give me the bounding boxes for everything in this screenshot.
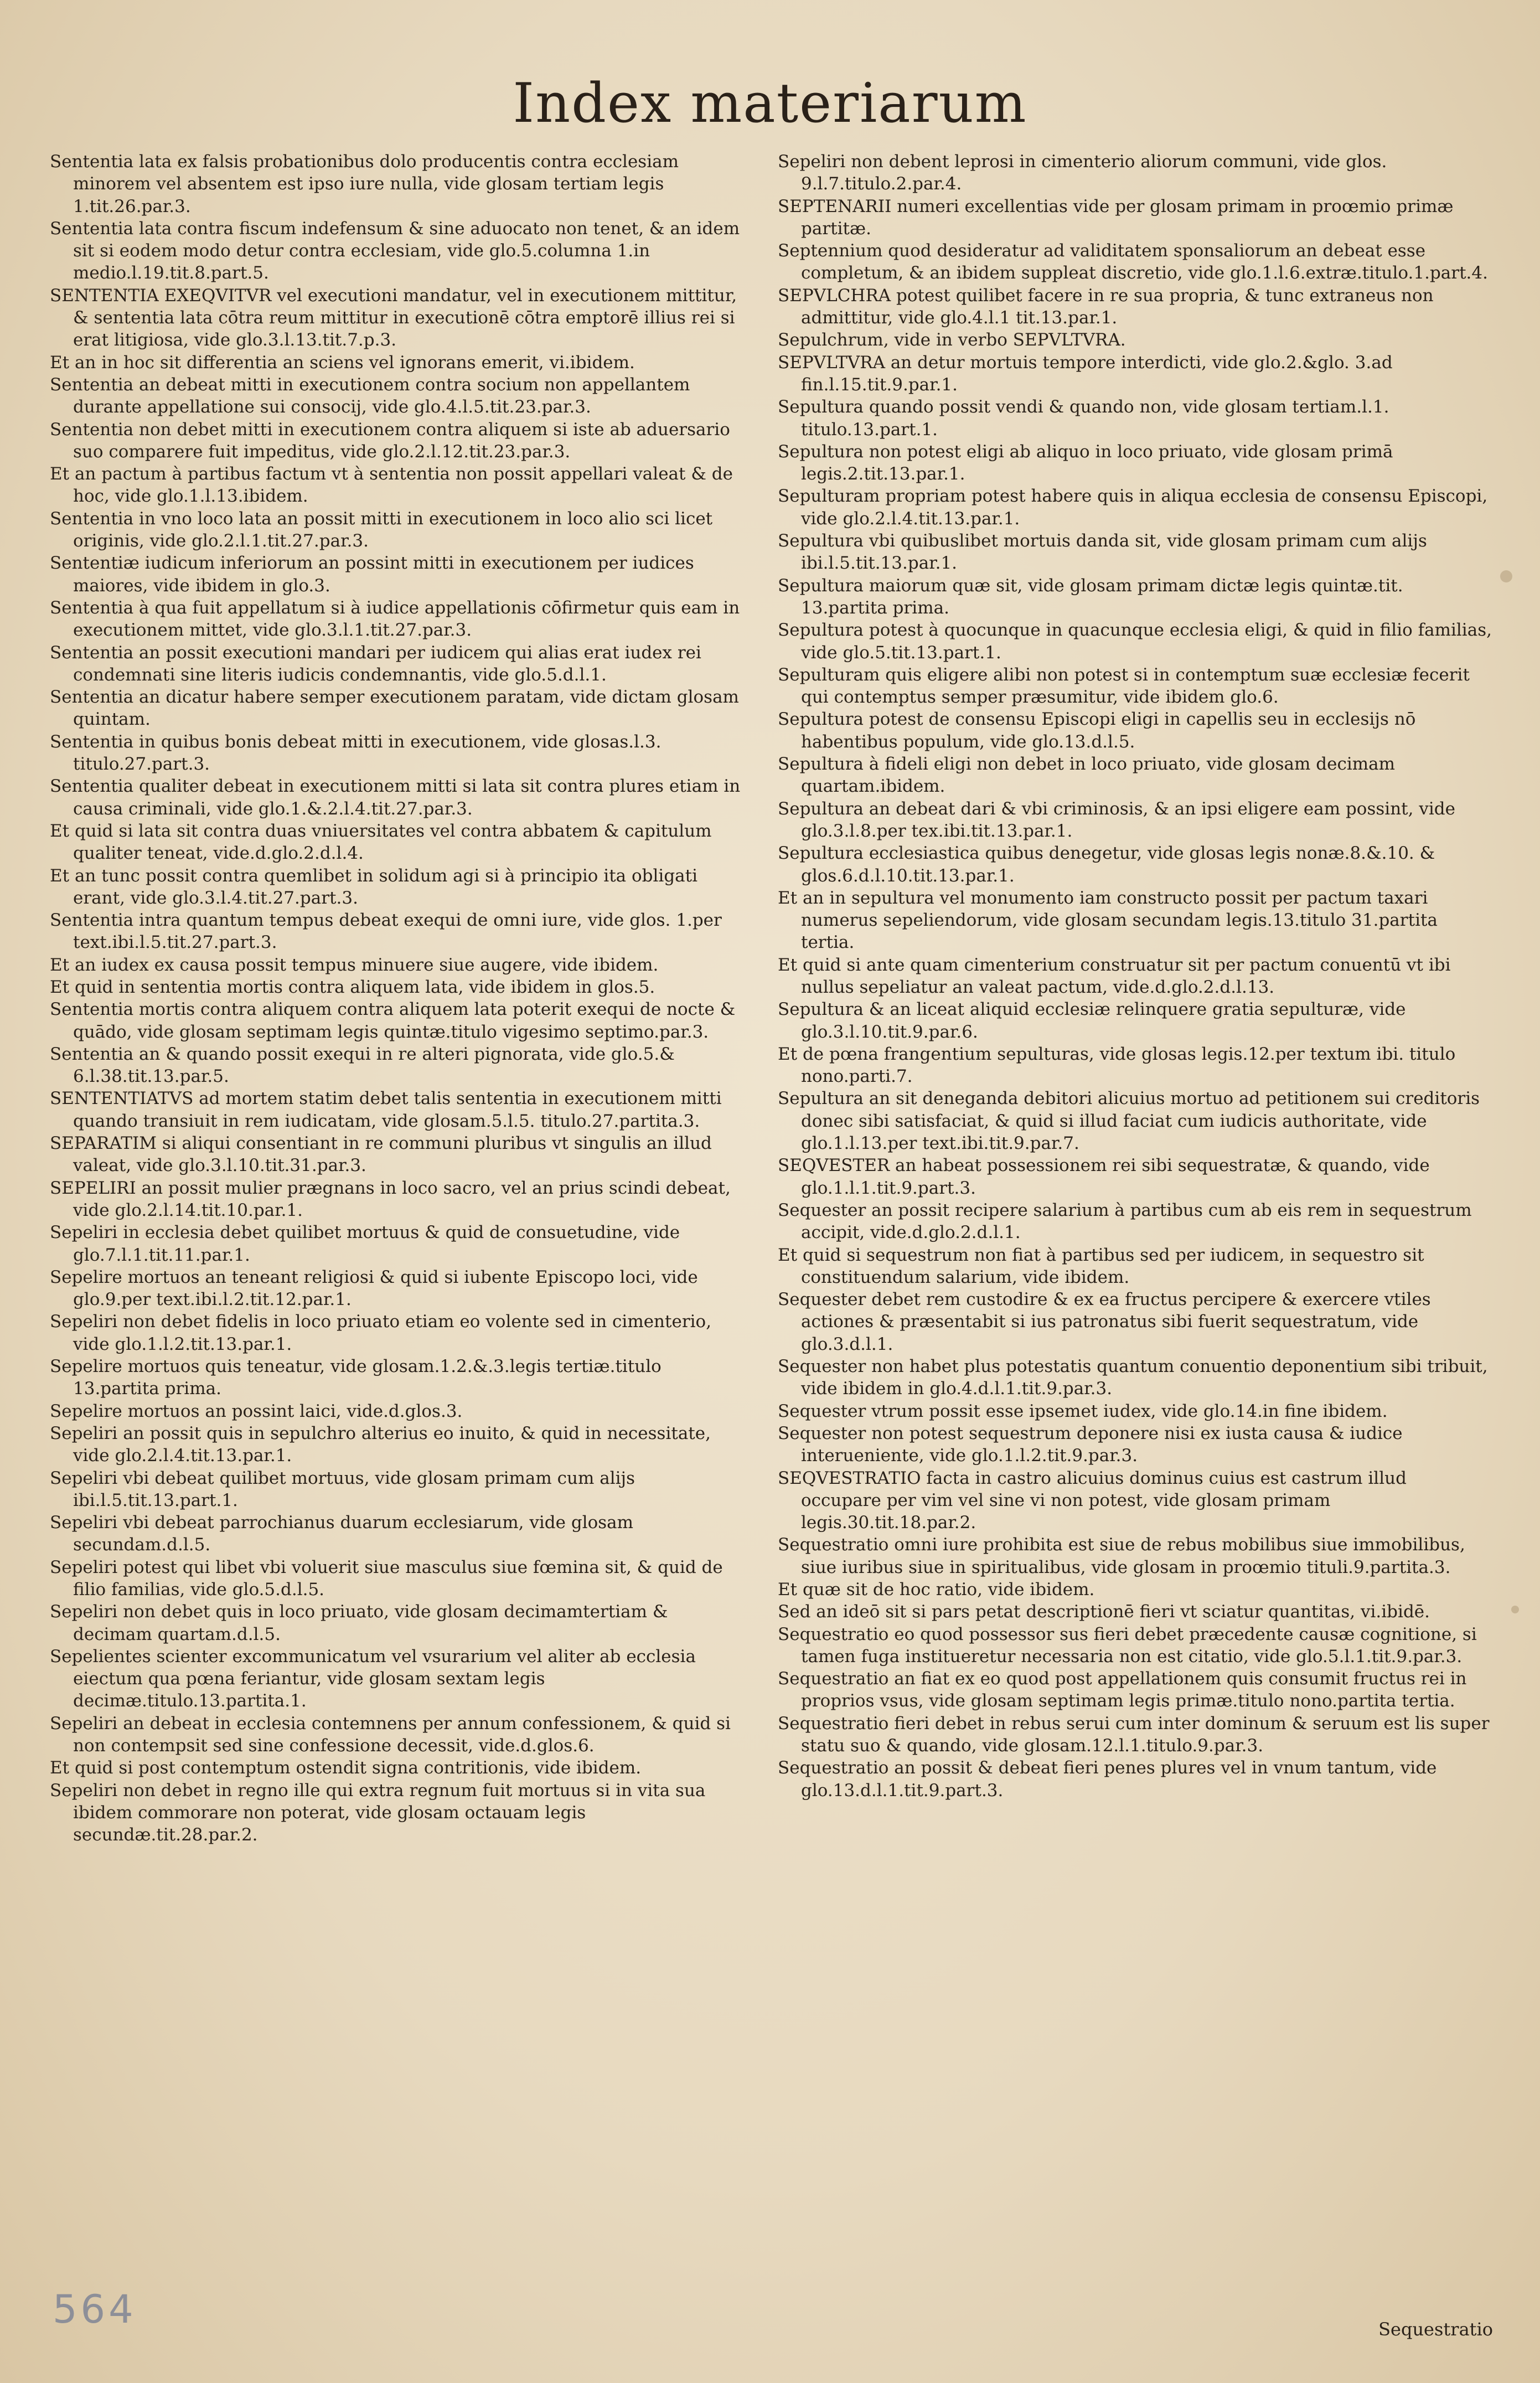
- index-entry: Sepulchrum, vide in verbo SEPVLTVRA.: [778, 330, 1126, 350]
- index-entry: Sepultura maiorum quæ sit, vide glosam primam dictæ legis quintæ.tit. 13.partita prima.: [778, 575, 1403, 618]
- index-entry: SEPTENARII numeri excellentias vide per glosam primam in proœmio primæ partitæ.: [778, 196, 1454, 239]
- ink-dot-stain: [1511, 1606, 1519, 1613]
- index-entry: Sententia an & quando possit exequi in re alteri pignorata, vide glo.5.& 6.l.38.tit.13.par.5.: [50, 1044, 675, 1087]
- index-entry: Sententia à qua fuit appellatum si à iudice appellationis cōfirmetur quis eam in executionem mittet, vide glo.3.l.1.tit.27.par.3.: [50, 597, 740, 641]
- index-entry: Et quid in sententia mortis contra aliquem lata, vide ibidem in glos.5.: [50, 977, 655, 997]
- index-entry: Sequestratio an fiat ex eo quod post appellationem quis consumit fructus rei in proprios vsus, vide glosam septimam legis primæ.titulo nono.partita tertia.: [778, 1669, 1467, 1711]
- index-entry: Sepelientes scienter excommunicatum vel vsurarium vel aliter ab ecclesia eiectum qua pœna feriantur, vide glosam sextam legis decimæ.titulo.13.partita.1.: [50, 1646, 696, 1711]
- index-entry: Sepeliri non debet in regno ille qui extra regnum fuit mortuus si in vita sua ibidem commorare non poterat, vide glosam octauam legis secundæ.tit.28.par.2.: [50, 1780, 706, 1845]
- index-entry: Sepultura vbi quibuslibet mortuis danda sit, vide glosam primam cum alijs ibi.l.5.tit.13.par.1.: [778, 531, 1427, 574]
- index-entry: Sequester debet rem custodire & ex ea fructus percipere & exercere vtiles actiones & præsentabit si ius patronatus sibi fuerit sequestratum, vide glo.3.d.l.1.: [778, 1289, 1431, 1354]
- index-entry: Et quæ sit de hoc ratio, vide ibidem.: [778, 1580, 1095, 1600]
- index-entry: Et quid si ante quam cimenterium construatur sit per pactum conuentū vt ibi nullus sepeliatur an valeat pactum, vide.d.glo.2.d.l.13.: [778, 955, 1451, 997]
- index-entry: Sequestratio an possit & debeat fieri penes plures vel in vnum tantum, vide glo.13.d.l.1.tit.9.part.3.: [778, 1758, 1437, 1801]
- index-entry: Et an pactum à partibus factum vt à sententia non possit appellari valeat & de hoc, vide glo.1.l.13.ibidem.: [50, 464, 733, 507]
- index-entry: Sed an ideō sit si pars petat descriptionē fieri vt sciatur quantitas, vi.ibidē.: [778, 1602, 1430, 1622]
- index-entry: Sepultura potest à quocunque in quacunque ecclesia eligi, & quid in filio familias, vide glo.5.tit.13.part.1.: [778, 620, 1492, 663]
- index-entry: Sepultura an sit deneganda debitori alicuius mortuo ad petitionem sui creditoris donec sibi satisfaciat, & quid si illud faciat cum iudicis authoritate, vide glo.1.l.13.per text.ibi.tit.9.par.7.: [778, 1089, 1480, 1154]
- index-entry: SENTENTIA EXEQVITVR vel executioni mandatur, vel in executionem mittitur, & sententia lata cōtra reum mittitur in executionē cōtra emptorē illius rei si erat litigiosa, vide glo.3.l.13.tit.7.p.3.: [50, 285, 737, 350]
- index-entry: Sepeliri non debent leprosi in cimenterio aliorum communi, vide glos. 9.l.7.titulo.2.par.4.: [778, 152, 1387, 194]
- index-column-left: [50, 151, 742, 1846]
- index-entry: Sepelire mortuos an possint laici, vide.d.glos.3.: [50, 1401, 463, 1421]
- index-entry: Sepeliri vbi debeat quilibet mortuus, vide glosam primam cum alijs ibi.l.5.tit.13.part.1.: [50, 1468, 635, 1510]
- index-entry: Sepeliri in ecclesia debet quilibet mortuus & quid de consuetudine, vide glo.7.l.1.tit.11.par.1.: [50, 1223, 680, 1265]
- ink-dot-stain: [1500, 570, 1512, 582]
- index-entry: Sequester non potest sequestrum deponere nisi ex iusta causa & iudice interueniente, vide glo.1.l.2.tit.9.par.3.: [778, 1423, 1403, 1466]
- index-entry: Et an tunc possit contra quemlibet in solidum agi si à principio ita obligati erant, vide glo.3.l.4.tit.27.part.3.: [50, 865, 698, 908]
- index-entry: SEQVESTRATIO facta in castro alicuius dominus cuius est castrum illud occupare per vim vel sine vi non potest, vide glosam primam legis.30.tit.18.par.2.: [778, 1468, 1407, 1533]
- index-entry: Sepeliri non debet quis in loco priuato, vide glosam decimamtertiam & decimam quartam.d.l.5.: [50, 1602, 668, 1644]
- index-entry: Sepultura an debeat dari & vbi criminosis, & an ipsi eligere eam possint, vide glo.3.l.8.per tex.ibi.tit.13.par.1.: [778, 798, 1455, 841]
- index-entry: Sepulturam propriam potest habere quis in aliqua ecclesia de consensu Episcopi, vide glo.2.l.4.tit.13.par.1.: [778, 486, 1488, 529]
- index-entry: Et an in sepultura vel monumento iam constructo possit per pactum taxari numerus sepeliendorum, vide glosam secundam legis.13.titulo 31.partita tertia.: [778, 888, 1438, 953]
- index-entry: Sequestratio omni iure prohibita est siue de rebus mobilibus siue immobilibus, siue iuribus siue in spiritualibus, vide glosam in proœmio tituli.9.partita.3.: [778, 1535, 1465, 1577]
- index-entry: Sepultura ecclesiastica quibus denegetur, vide glosas legis nonæ.8.&.10. & glos.6.d.l.10.tit.13.par.1.: [778, 843, 1435, 886]
- catchword: Sequestratio: [1378, 2319, 1493, 2340]
- index-entry: SEPVLTVRA an detur mortuis tempore interdicti, vide glo.2.&glo. 3.ad fin.l.15.tit.9.par.1.: [778, 352, 1393, 395]
- index-entry: Sententia non debet mitti in executionem contra aliquem si iste ab aduersario suo comparere fuit impeditus, vide glo.2.l.12.tit.23.par.3.: [50, 419, 730, 462]
- index-entry: Sententia mortis contra aliquem contra aliquem lata poterit exequi de nocte & quādo, vide glosam septimam legis quintæ.titulo vigesimo septimo.par.3.: [50, 999, 736, 1042]
- index-entry: Sepultura non potest eligi ab aliquo in loco priuato, vide glosam primā legis.2.tit.13.par.1.: [778, 441, 1393, 484]
- index-entry: Sepulturam quis eligere alibi non potest si in contemptum suæ ecclesiæ fecerit qui contemptus semper præsumitur, vide ibidem glo.6.: [778, 664, 1470, 708]
- index-entry: Sepeliri vbi debeat parrochianus duarum ecclesiarum, vide glosam secundam.d.l.5.: [50, 1513, 634, 1555]
- index-entry: Sententia an debeat mitti in executionem contra socium non appellantem durante appellatione sui consocij, vide glo.4.l.5.tit.23.par.3.: [50, 374, 690, 417]
- index-entry: Sepeliri potest qui libet vbi voluerit siue masculus siue fœmina sit, & quid de filio familias, vide glo.5.d.l.5.: [50, 1557, 723, 1600]
- index-entry: Et an iudex ex causa possit tempus minuere siue augere, vide ibidem.: [50, 955, 659, 975]
- index-entry: Sequester an possit recipere salarium à partibus cum ab eis rem in sequestrum accipit, vide.d.glo.2.d.l.1.: [778, 1200, 1472, 1243]
- index-entry: Sententiæ iudicum inferiorum an possint mitti in executionem per iudices maiores, vide ibidem in glo.3.: [50, 553, 694, 596]
- index-entry: Et de pœna frangentium sepulturas, vide glosas legis.12.per textum ibi. titulo nono.parti.7.: [778, 1044, 1456, 1087]
- index-entry: Sepelire mortuos quis teneatur, vide glosam.1.2.&.3.legis tertiæ.titulo 13.partita prima.: [50, 1356, 662, 1399]
- index-entry: Sequestratio fieri debet in rebus serui cum inter dominum & seruum est lis super statu suo & quando, vide glosam.12.l.1.titulo.9.par.3.: [778, 1713, 1490, 1756]
- index-entry: Sequester non habet plus potestatis quantum conuentio deponentium sibi tribuit, vide ibidem in glo.4.d.l.1.tit.9.par.3.: [778, 1356, 1488, 1399]
- index-entry: Sepultura potest de consensu Episcopi eligi in capellis seu in ecclesijs nō habentibus populum, vide glo.13.d.l.5.: [778, 709, 1416, 752]
- index-entry: Sepultura quando possit vendi & quando non, vide glosam tertiam.l.1. titulo.13.part.1.: [778, 397, 1389, 440]
- index-entry: Sententia lata contra fiscum indefensum & sine aduocato non tenet, & an idem sit si eodem modo detur contra ecclesiam, vide glo.5.columna 1.in medio.l.19.tit.8.part.5.: [50, 218, 740, 283]
- index-column-right: [778, 151, 1492, 1802]
- index-entry: Sequestratio eo quod possessor sus fieri debet præcedente causæ cognitione, si tamen fuga institueretur necessaria non est citatio, vide glo.5.l.1.tit.9.par.3.: [778, 1624, 1477, 1667]
- index-entry: Sepultura & an liceat aliquid ecclesiæ relinquere gratia sepulturæ, vide glo.3.l.10.tit.9.par.6.: [778, 999, 1406, 1042]
- index-entry: Sententia in vno loco lata an possit mitti in executionem in loco alio sci licet originis, vide glo.2.l.1.tit.27.par.3.: [50, 508, 713, 551]
- index-entry: Sententia intra quantum tempus debeat exequi de omni iure, vide glos. 1.per text.ibi.l.5.tit.27.part.3.: [50, 910, 722, 953]
- index-entry: Sententia qualiter debeat in executionem mitti si lata sit contra plures etiam in causa criminali, vide glo.1.&.2.l.4.tit.27.par.3.: [50, 776, 741, 819]
- index-entry: Sepeliri an possit quis in sepulchro alterius eo inuito, & quid in necessitate, vide glo.2.l.4.tit.13.par.1.: [50, 1423, 711, 1466]
- index-entry: Sententia an dicatur habere semper executionem paratam, vide dictam glosam quintam.: [50, 687, 739, 730]
- index-entry: Et quid si post contemptum ostendit signa contritionis, vide ibidem.: [50, 1758, 642, 1778]
- index-entry: Sententia in quibus bonis debeat mitti in executionem, vide glosas.l.3. titulo.27.part.3.: [50, 731, 662, 775]
- index-entry: SEQVESTER an habeat possessionem rei sibi sequestratæ, & quando, vide glo.1.l.1.tit.9.part.3.: [778, 1156, 1430, 1198]
- page-title: Index materiarum: [513, 72, 1027, 135]
- index-entry: Sepultura à fideli eligi non debet in loco priuato, vide glosam decimam quartam.ibidem.: [778, 754, 1396, 797]
- index-entry: SEPARATIM si aliqui consentiant in re communi pluribus vt singulis an illud valeat, vide glo.3.l.10.tit.31.par.3.: [50, 1133, 712, 1176]
- folio-note: 564: [53, 2287, 137, 2332]
- index-entry: Sequester vtrum possit esse ipsemet iudex, vide glo.14.in fine ibidem.: [778, 1401, 1388, 1421]
- index-entry: SEPVLCHRA potest quilibet facere in re sua propria, & tunc extraneus non admittitur, vide glo.4.l.1 tit.13.par.1.: [778, 285, 1434, 328]
- index-entry: Sepeliri non debet fidelis in loco priuato etiam eo volente sed in cimenterio, vide glo.1.l.2.tit.13.par.1.: [50, 1312, 712, 1354]
- index-entry: SENTENTIATVS ad mortem statim debet talis sententia in executionem mitti quando transiuit in rem iudicatam, vide glosam.5.l.5. titulo.27.partita.3.: [50, 1089, 722, 1131]
- index-entry: Et an in hoc sit differentia an sciens vel ignorans emerit, vi.ibidem.: [50, 352, 635, 373]
- index-entry: Sepelire mortuos an teneant religiosi & quid si iubente Episcopo loci, vide glo.9.per text.ibi.l.2.tit.12.par.1.: [50, 1267, 698, 1310]
- index-entry: Et quid si lata sit contra duas vniuersitates vel contra abbatem & capitulum qualiter teneat, vide.d.glo.2.d.l.4.: [50, 821, 712, 864]
- index-entry: Septennium quod desideratur ad validitatem sponsaliorum an debeat esse completum, & an ibidem suppleat discretio, vide glo.1.l.6.extræ.titulo.1.part.4.: [778, 241, 1488, 283]
- index-entry: SEPELIRI an possit mulier prægnans in loco sacro, vel an prius scindi debeat, vide glo.2.l.14.tit.10.par.1.: [50, 1178, 731, 1220]
- index-entry: Sententia lata ex falsis probationibus dolo producentis contra ecclesiam minorem vel absentem est ipso iure nulla, vide glosam tertiam legis 1.tit.26.par.3.: [50, 152, 679, 216]
- index-entry: Sepeliri an debeat in ecclesia contemnens per annum confessionem, & quid si non contempsit sed sine confessione decessit, vide.d.glos.6.: [50, 1713, 731, 1756]
- index-entry: Et quid si sequestrum non fiat à partibus sed per iudicem, in sequestro sit constituendum salarium, vide ibidem.: [778, 1245, 1424, 1287]
- index-entry: Sententia an possit executioni mandari per iudicem qui alias erat iudex rei condemnati sine literis iudicis condemnantis, vide glo.5.d.l.1.: [50, 642, 701, 685]
